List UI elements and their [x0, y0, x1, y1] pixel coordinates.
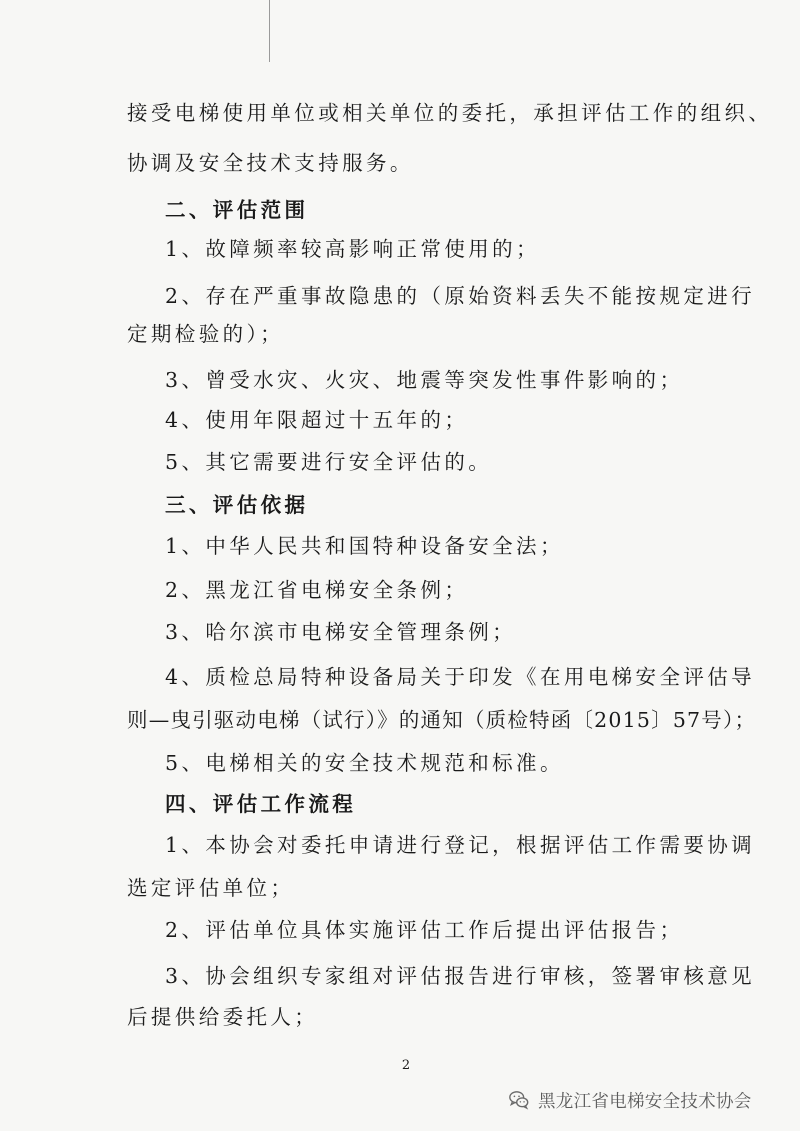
list-item: 1、本协会对委托申请进行登记，根据评估工作需要协调 [165, 833, 756, 857]
list-item-continuation: 后提供给委托人； [127, 1005, 319, 1029]
watermark-text: 黑龙江省电梯安全技术协会 [538, 1091, 752, 1112]
paragraph-line: 接受电梯使用单位或相关单位的委托，承担评估工作的组织、 [127, 101, 773, 125]
list-item: 3、哈尔滨市电梯安全管理条例； [165, 620, 517, 644]
list-item: 2、存在严重事故隐患的（原始资料丢失不能按规定进行 [165, 284, 756, 308]
list-item-continuation: 则—曳引驱动电梯（试行）》的通知（质检特函〔2015〕57号）； [127, 708, 757, 732]
list-item: 2、评估单位具体实施评估工作后提出评估报告； [165, 918, 684, 942]
list-item: 1、中华人民共和国特种设备安全法； [165, 534, 564, 558]
list-item: 5、其它需要进行安全评估的。 [165, 450, 493, 474]
paragraph-line: 协调及安全技术支持服务。 [127, 151, 414, 175]
wechat-icon [508, 1089, 530, 1111]
list-item: 2、黑龙江省电梯安全条例； [165, 578, 469, 602]
section-heading: 二、评估范围 [165, 198, 309, 222]
watermark [508, 1086, 752, 1114]
list-item: 1、故障频率较高影响正常使用的； [165, 237, 540, 261]
list-item-continuation: 定期检验的）； [127, 322, 285, 346]
list-item: 3、协会组织专家组对评估报告进行审核，签署审核意见 [165, 964, 756, 988]
list-item-continuation: 选定评估单位； [127, 876, 295, 900]
section-heading: 三、评估依据 [165, 493, 309, 517]
list-item: 5、电梯相关的安全技术规范和标准。 [165, 751, 564, 775]
page-number: 2 [401, 1058, 411, 1073]
fold-line [269, 0, 270, 62]
list-item: 4、质检总局特种设备局关于印发《在用电梯安全评估导 [165, 665, 756, 689]
list-item: 3、曾受水灾、火灾、地震等突发性事件影响的； [165, 368, 684, 392]
list-item: 4、使用年限超过十五年的； [165, 408, 469, 432]
section-heading: 四、评估工作流程 [165, 792, 357, 816]
